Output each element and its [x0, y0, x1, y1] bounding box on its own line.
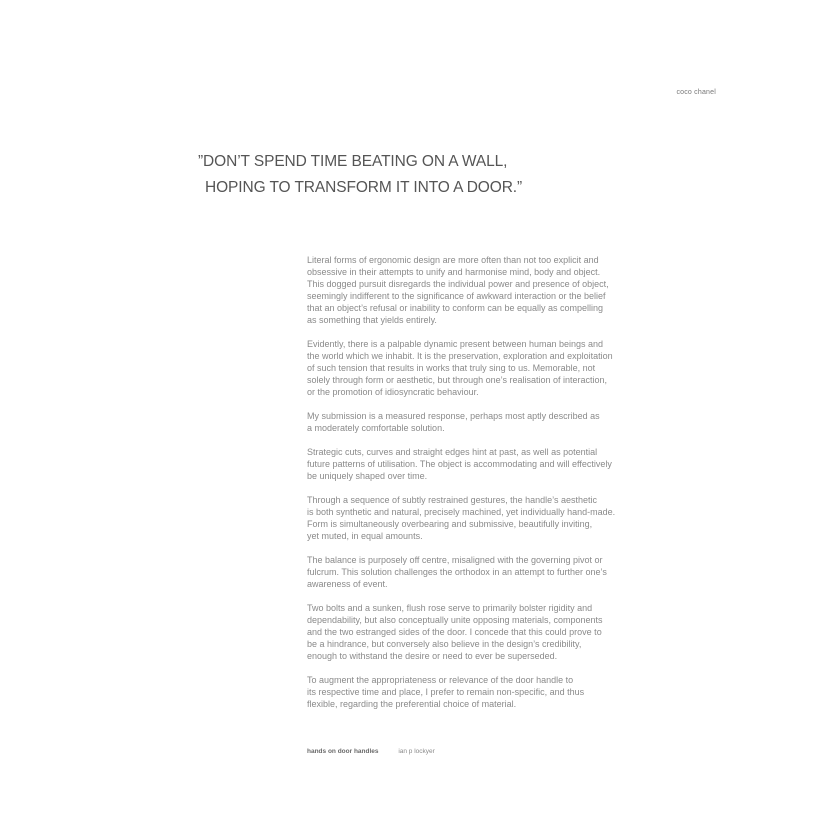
text-line: is both synthetic and natural, precisely machined, yet individually hand-made. [307, 507, 616, 517]
paragraph [307, 410, 667, 434]
text-line: My submission is a measured response, perhaps most aptly described as [307, 411, 600, 421]
paragraph [307, 602, 667, 662]
body-text [307, 254, 667, 722]
text-line: yet muted, in equal amounts. [307, 531, 423, 541]
text-line: future patterns of utilisation. The object is accommodating and will effectively [307, 459, 612, 469]
text-line: Strategic cuts, curves and straight edges hint at past, as well as potential [307, 447, 598, 457]
page-footer [307, 748, 435, 755]
text-line: be a hindrance, but conversely also believe in the design’s credibility, [307, 639, 582, 649]
text-line: or the promotion of idiosyncratic behaviour. [307, 387, 479, 397]
text-line: the world which we inhabit. It is the preservation, exploration and exploitation [307, 351, 613, 361]
text-line: solely through form or aesthetic, but through one’s realisation of interaction, [307, 375, 608, 385]
paragraph [307, 554, 667, 590]
pull-quote [198, 149, 618, 201]
text-line: This dogged pursuit disregards the individual power and presence of object, [307, 279, 609, 289]
text-line: To augment the appropriateness or relevance of the door handle to [307, 675, 574, 685]
text-line: obsessive in their attempts to unify and harmonise mind, body and object. [307, 267, 601, 277]
text-line: Literal forms of ergonomic design are more often than not too explicit and [307, 255, 599, 265]
text-line: dependability, but also conceptually unite opposing materials, components [307, 615, 603, 625]
quote-line-2: HOPING TO TRANSFORM IT INTO A DOOR.” [205, 179, 523, 196]
text-line: Through a sequence of subtly restrained gestures, the handle’s aesthetic [307, 495, 598, 505]
text-line: The balance is purposely off centre, misaligned with the governing pivot or [307, 555, 603, 565]
text-line: enough to withstand the desire or need to ever be superseded. [307, 651, 558, 661]
text-line: fulcrum. This solution challenges the orthodox in an attempt to further one’s [307, 567, 607, 577]
text-line: a moderately comfortable solution. [307, 423, 445, 433]
project-title: hands on door handles [307, 748, 379, 755]
text-line: of such tension that results in works that truly sing to us. Memorable, not [307, 363, 596, 373]
paragraph [307, 338, 667, 398]
text-line: Two bolts and a sunken, flush rose serve to primarily bolster rigidity and [307, 603, 593, 613]
paragraph [307, 254, 667, 326]
text-line: that an object’s refusal or inability to conform can be equally as compelling [307, 303, 603, 313]
text-line: seemingly indifferent to the significance of awkward interaction or the belief [307, 291, 606, 301]
quote-line-1: ”DON’T SPEND TIME BEATING ON A WALL, [198, 153, 508, 170]
text-line: Evidently, there is a palpable dynamic present between human beings and [307, 339, 604, 349]
text-line: its respective time and place, I prefer to remain non-specific, and thus [307, 687, 585, 697]
quote-attribution: coco chanel [676, 89, 716, 96]
text-line: be uniquely shaped over time. [307, 471, 428, 481]
text-line: flexible, regarding the preferential choice of material. [307, 699, 517, 709]
text-line: as something that yields entirely. [307, 315, 437, 325]
text-line: Form is simultaneously overbearing and submissive, beautifully inviting, [307, 519, 593, 529]
paragraph [307, 446, 667, 482]
text-line: awareness of event. [307, 579, 388, 589]
text-line: and the two estranged sides of the door. I concede that this could prove to [307, 627, 602, 637]
paragraph [307, 494, 667, 542]
author-name: ian p lockyer [398, 748, 435, 755]
paragraph [307, 674, 667, 710]
